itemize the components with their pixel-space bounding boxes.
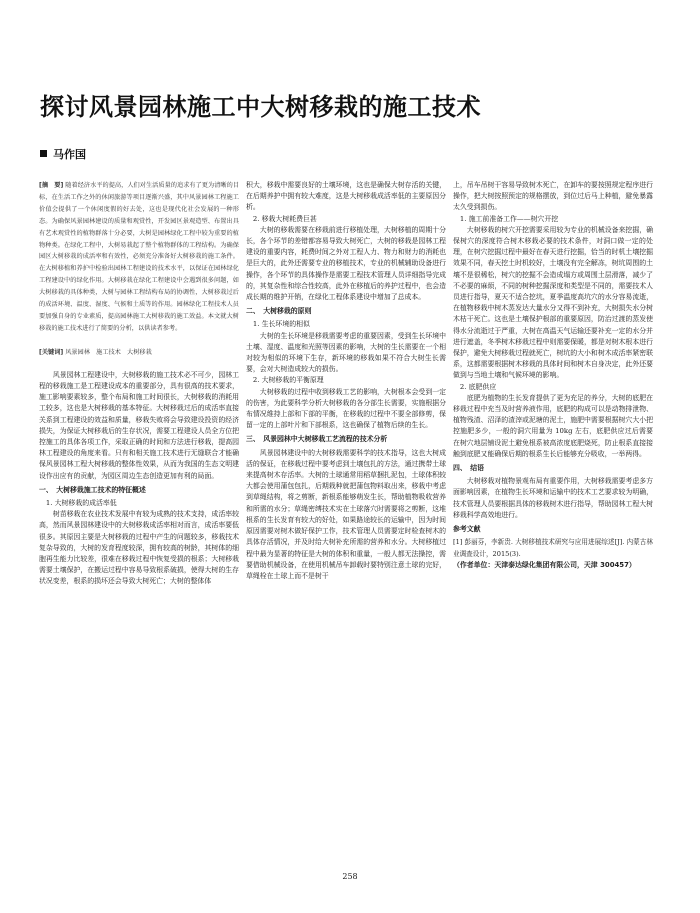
subsection-heading-3-2: 2. 底肥供应 (459, 382, 497, 391)
keywords-text: 风景园林 施工技术 大树移栽 (65, 348, 152, 356)
column-left (39, 180, 239, 588)
author-line (40, 148, 86, 162)
body-paragraph: 上，吊车吊树干容易导致树木死亡，在卸车的要按照规定程序进行操作，把大树按照预定的规格摆放，到位过后马上种植，避免暴露太久受到损伤。 (453, 181, 653, 212)
section-heading-4: 四、 结语 (453, 464, 485, 473)
body-paragraph: 大树移栽的树穴开挖需要采用较为专业的机械设备来挖掘，确保树穴的深度符合树木移栽必要的技术条件，对洞口做一定的处理，在树穴挖掘过程中最好在春天进行挖掘，恰当的时机土壤挖掘效果不同，春天挖土时机较好，土壤没有完全解冻，树坑周围的土壤不是很稀松，树穴的挖掘不会造成塌方或周围土层滑落，减少了不必要的麻烦，不同的树种挖掘深度和类型是不同的，需要技术人员进行指导，夏天不适合挖坑，夏季温度高坑穴的水分容易流逝，在植物移栽中树木蒸发达大量水分又得不到补充，大树损失水分树木枯干死亡。这也是土壤保护根部的重要原因，防治过渡的蒸发使得水分流逝过于严重，大树在高温天气运输还要补充一定的水分并进行遮盖，冬季树木移栽过程中则需要保暖，都是对树木根本进行保护，避免大树移栽过程就死亡，树坑的大小和树木成活率紧密联系，这都需要根据树木移栽的具体时间和树木自身决定，此外还要做到与当地土壤和气候环境的影响。 (453, 225, 653, 380)
body-paragraph: 大树移栽的过程中收到移栽工艺的影响，大树根本会受到一定的伤害，为此要科学分析大树移栽的各分部生长需要，实施根据分布情况维持上部和下部的平衡，在移栽的过程中不要全部修剪，保留一定的上部叶片和下部根系，这也确保了植物后续的生长。 (246, 387, 446, 430)
section-heading-1: 一、 大树移栽施工技术的特征概述 (39, 485, 146, 494)
author-name: 马作国 (53, 148, 86, 161)
abstract-label: [摘 要] (39, 182, 64, 189)
body-paragraph: 大树的移栽需要在移栽前进行移植处理，大树移植的周期十分长，各个环节的差错都容易导致大树死亡，大树的移栽是园林工程建设的重要内容，耗费时间之外对工程人力、物力和财力的消耗也是巨大的，此外还需要专业的移植技术，专业的机械辅助设备进行操作，各个环节的具体操作是需要工程技术管理人员详细指导完成的，其复杂性和综合性较高，此外在移植后的养护过程中，也会造成长期的维护开销，在绿化工程体系建设中增加了总成本。 (246, 225, 446, 302)
keywords (39, 347, 239, 358)
column-middle (246, 180, 446, 582)
subsection-heading-2-2: 2. 大树移栽的平衡原理 (252, 376, 324, 385)
body-paragraph: 风景园林建设中的大树移栽需要科学的技术指导，这也大树成活的保证，在移栽过程中要考虑到土壤包扎的方法，通过携带土球来提高树木存活率。大树的土球通常用稻草捆扎泥包，土球体积较大都会使用蒲包包扎，后期栽种就把蒲包物料取出来，移栽中考虑到草绳结构，将之剪断，新根系能够萌发生长，帮助植物吸收营养和所需的水分；草绳密缚技术实在土球落穴时需要将之剪断，这堆根系的生长发育有较大的好处，如果路途较长的运输中，因为时间原因需要对树木做好保护工作，技术管理人员需要定时检查树木的具体存活情况，并及时给大树补充所需的营养和水分。大树移植过程中最为显著的特征是大树的体积和重量，一般人都无法操控，需要借助机械设备，在使用机械吊车卸载时要特别注意土球的完好，草绳栓在土球上而不是树干 (246, 448, 446, 580)
subsection-heading-1-1: 1. 大树移栽的成活率低 (45, 499, 117, 508)
reference-item: [1] 彭丽芬，李新贵. 大树移植技术研究与应用进展综述[J]. 内蒙古林业调查设计，2015(3). (453, 538, 653, 558)
keywords-label: [关键词] (39, 348, 64, 356)
subsection-heading-3-1: 1. 施工前准备工作——树穴开挖 (459, 214, 559, 223)
author-affiliation: （作者单位：天津泰达绿化集团有限公司，天津 300457） (453, 560, 636, 569)
subsection-heading-2-1: 1. 生长环境的相似 (252, 320, 310, 329)
section-heading-3: 三、 风景园林中大树移栽工艺流程的技术分析 (246, 435, 388, 444)
page-number: 258 (342, 872, 358, 881)
references-heading: 参考文献 (453, 525, 481, 534)
section-heading-2: 二、 大树移栽的原则 (246, 307, 312, 316)
body-paragraph: 积大，移栽中需要良好的土壤环境，这也是确保大树存活的关键，在后期养护中拥有较大难度，这是大树移栽成活率低的主要原因分析。 (246, 181, 446, 212)
article-title: 探讨风景园林施工中大树移栽的施工技术 (40, 93, 481, 121)
body-paragraph: 大树移栽对植物景观布局有重要作用，大树移栽需要考虑多方面影响因素，在植物生长环境和运输中的技术工艺要求较为明确，技术管理人员要根据具体的移栽树木进行指导，帮助园林工程大树移栽科学高效地进行。 (453, 477, 653, 519)
abstract (39, 180, 239, 335)
square-bullet-icon (40, 150, 47, 157)
abstract-text: 随着经济水平的提高，人们对生活质量的追求有了更为清晰的目标，在生活工作之外的休闲旅游等项目逐渐兴盛，其中风景园林工程施工价值会提供了一个休闲度假的好去处，这也是现代化社会发展的一种形态。为确保风景园林建设的质量和观赏性，开发园区景观造型、布置出具有艺术观赏性的植物群落十分必要，大树是园林绿化工程中较为重要的植物种类。在绿化工程中，大树易栽起了整个植物群体的工程结构。为确保园区大树移栽的成活率和有效性，必须充分准备好大树移栽的施工条件。在大树移植和养护中检验出园林工程建设的技术水平，以保证在园林绿化工程建设中的绿化作用。大树移栽在绿化工程建设中会遇到很多问题，如大树移栽的具体种类，大树与园林工程结构布局的协调性，大树移栽过后的成活环境、温度、湿度、气候和土质等的作用。园林绿化工程技术人员要加强自身的专业素质，提高园林施工大树移栽的施工效益。本文就大树移栽的施工技术进行了简要的分析，以供读者参考。 (39, 182, 240, 332)
column-right (453, 180, 653, 571)
body-paragraph: 大树的生长环境是移栽需要考虑的重要因素，受到生长环境中土壤、湿度、温度和光照等因素的影响，大树的生长需要在一个相对较为相似的环境下生存，新环境的移栽如果不符合大树生长需要，会对大树造成较大的损伤。 (246, 331, 446, 374)
intro-paragraph: 风景园林工程建设中，大树移栽的施工技术必不可少，园林工程的移栽施工是工程建设成本的重要部分，具有很高的技术要求，施工影响要素较多，整个布局和施工时间很长，大树移栽的消耗用工较多，这也是大树移栽的基本特征。大树移栽过后的成活率直接关系到工程建设的效益和质量，移栽失败将会导致建设投资的经济损失，为保证大树移栽后的生存状况，需要工程建设人员全方位把控施工的具体各项工作，采取正确的时间和方法进行移栽，提高园林工程建设的角度来看。只有和相关施工技术进行无缝联合才能确保风景园林工程大树移栽的整体性效果，从而为我国的生态文明建设作出应有的贡献，为园区周边生态创造更加有利的局面。 (39, 370, 239, 480)
subsection-heading-1-2: 2. 移栽大树耗费巨甚 (252, 214, 317, 223)
body-paragraph: 底肥为植物的生长发育提供了更为充足的养分，大树的底肥在移栽过程中充当及时营养液作用，底肥的构成可以是动物排泄物、植物残渣、沼泽的渣滓或泥塘的泥土，施肥中需要根据树穴大小把控施肥多少，一般的洞穴用量为 10kg 左右，底肥供应过后需要在树穴地层铺设泥土避免根系被高浓度底肥烧死，防止根系直接接触到底肥又能确保后期的根系生长后能够充分吸收，一举两得。 (453, 393, 653, 458)
body-paragraph: 树苗移栽在农业技术发展中有较为成熟的技术支持，成活率较高，然而风景园林建设中的大树移栽成活率相对而言，成活率要低很多。其原因主要是大树移栽的过程中产生的问题较多，移栽技术复杂导致的，大树的发育程度较深，拥有较高的树龄，其树体的细胞再生能力比较差，很难在移栽过程中恢复受损的根系；大树移栽需要土壤保护，在搬运过程中容易导致根系破损，使得大树的生存状况变差，根系的损坏还会导致大树死亡；大树的整体体 (39, 510, 239, 586)
